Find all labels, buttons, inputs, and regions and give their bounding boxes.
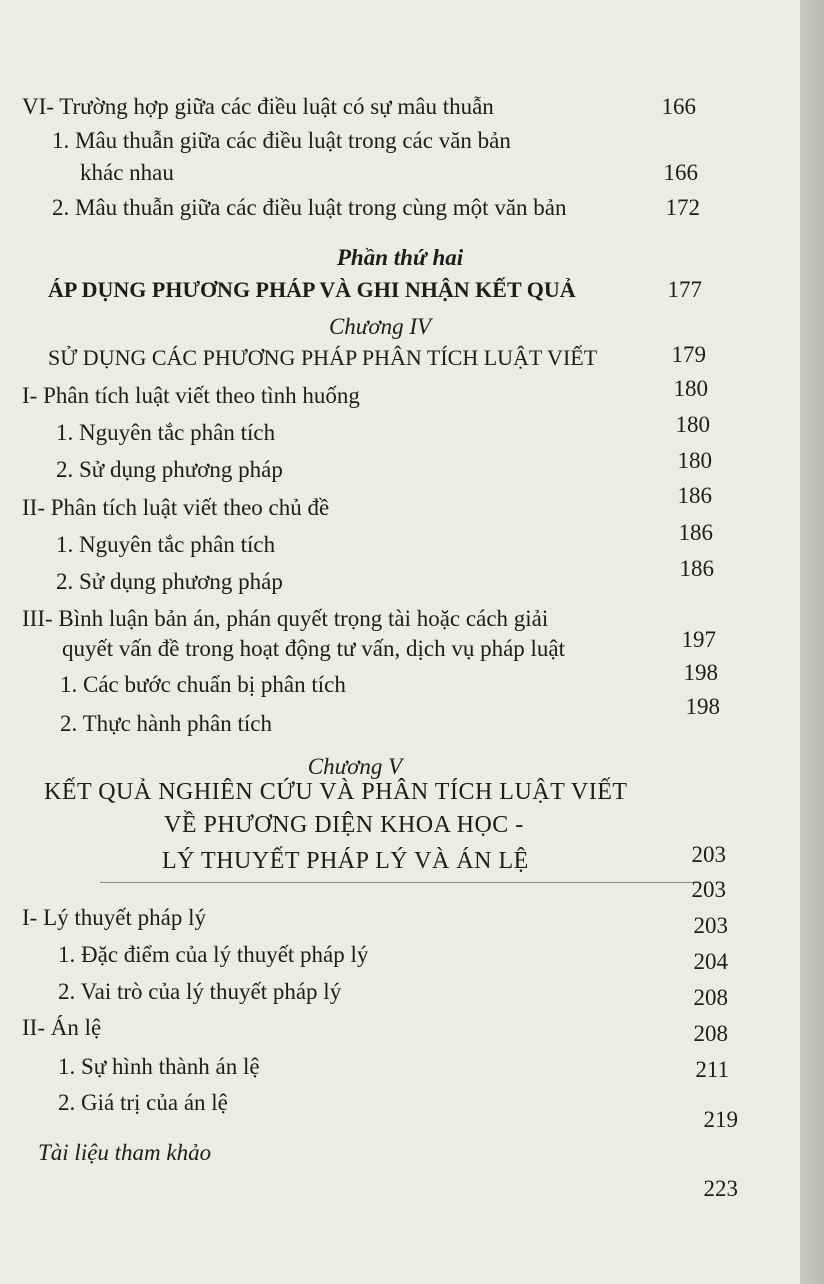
toc-entry-ly-thuyet-2: 2. Vai trò của lý thuyết pháp lý — [58, 979, 342, 1004]
page-number: 203 — [693, 913, 728, 938]
toc-entry-i-2: 2. Sử dụng phương pháp — [56, 457, 283, 482]
chapter-title-line3: LÝ THUYẾT PHÁP LÝ VÀ ÁN LỆ — [162, 848, 529, 874]
page-number: 198 — [683, 660, 718, 685]
page-number: 223 — [703, 1176, 738, 1201]
page-number: 208 — [693, 985, 728, 1010]
toc-entry-an-le-2: 2. Giá trị của án lệ — [58, 1090, 228, 1115]
page-number: 180 — [673, 376, 708, 401]
page-number: 180 — [675, 412, 710, 437]
toc-entry-iii: III- Bình luận bản án, phán quyết trọng tài hoặc cách giải — [22, 606, 549, 631]
toc-entry-vi-2: 2. Mâu thuẫn giữa các điều luật trong cùng một văn bản — [52, 195, 567, 220]
page-number: 208 — [693, 1021, 728, 1046]
chapter-label: Chương V — [307, 754, 403, 779]
page-number: 166 — [663, 160, 698, 185]
toc-entry-iii-1: 1. Các bước chuẩn bị phân tích — [60, 672, 346, 697]
toc-entry-ii: II- Phân tích luật viết theo chủ đề — [22, 495, 330, 520]
page-number: 198 — [685, 694, 720, 719]
part-label: Phần thứ hai — [336, 245, 464, 270]
toc-entry-ly-thuyet-1: 1. Đặc điểm của lý thuyết pháp lý — [58, 942, 369, 967]
part-title: ÁP DỤNG PHƯƠNG PHÁP VÀ GHI NHẬN KẾT QUẢ — [48, 277, 576, 302]
chapter-title: KẾT QUẢ NGHIÊN CỨU VÀ PHÂN TÍCH LUẬT VIẾT — [44, 779, 628, 805]
page-number: 197 — [681, 627, 716, 652]
page-number: 180 — [677, 448, 712, 473]
toc-entry-i: I- Phân tích luật viết theo tình huống — [22, 383, 360, 408]
page-number: 219 — [703, 1107, 738, 1132]
page-number: 186 — [677, 483, 712, 508]
toc-entry-references: Tài liệu tham khảo — [38, 1140, 212, 1165]
page-number: 204 — [693, 949, 728, 974]
toc-entry-an-le-1: 1. Sự hình thành án lệ — [58, 1054, 260, 1079]
page-number: 172 — [665, 195, 700, 220]
divider-rule — [100, 882, 700, 883]
page-number: 211 — [695, 1057, 729, 1082]
toc-entry-an-le: II- Án lệ — [22, 1015, 102, 1040]
chapter-title-line2: VỀ PHƯƠNG DIỆN KHOA HỌC - — [164, 812, 524, 838]
toc-entry-iii-2: 2. Thực hành phân tích — [60, 711, 272, 736]
page-number: 179 — [671, 342, 706, 367]
toc-entry-ii-1: 1. Nguyên tắc phân tích — [56, 532, 276, 557]
toc-entry-vi: VI- Trường hợp giữa các điều luật có sự mâu thuẫn — [22, 94, 494, 119]
chapter-title: SỬ DỤNG CÁC PHƯƠNG PHÁP PHÂN TÍCH LUẬT VIẾT — [48, 345, 598, 370]
toc-entry-iii-cont: quyết vấn đề trong hoạt động tư vấn, dịch vụ pháp luật — [62, 636, 566, 661]
page-number: 203 — [691, 877, 726, 902]
toc-entry-ii-2: 2. Sử dụng phương pháp — [56, 569, 283, 594]
page-number: 186 — [678, 520, 713, 545]
page-number: 177 — [667, 277, 702, 302]
page-edge — [800, 0, 824, 1284]
page-number: 166 — [661, 94, 696, 119]
toc-entry-i-1: 1. Nguyên tắc phân tích — [56, 420, 276, 445]
page-number: 186 — [679, 556, 714, 581]
toc-entry-vi-1-cont: khác nhau — [80, 160, 174, 185]
page-number: 203 — [691, 842, 726, 867]
toc-entry-vi-1: 1. Mâu thuẫn giữa các điều luật trong các văn bản — [52, 128, 511, 153]
chapter-label: Chương IV — [328, 314, 432, 339]
toc-entry-ly-thuyet: I- Lý thuyết pháp lý — [22, 905, 206, 930]
